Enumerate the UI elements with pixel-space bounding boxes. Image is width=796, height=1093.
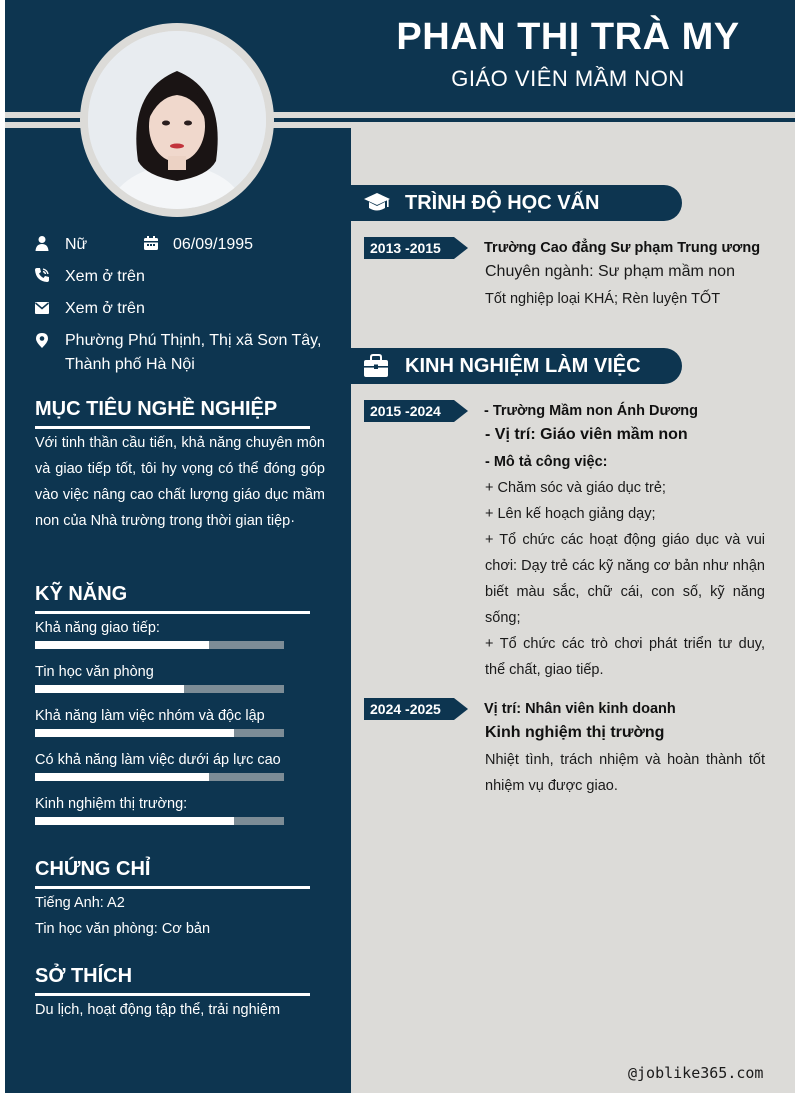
phone-value: Xem ở trên: [65, 268, 145, 285]
job-task: + Chăm sóc và giáo dục trẻ;: [485, 480, 666, 496]
calendar-icon: [143, 235, 159, 251]
user-icon: [34, 235, 50, 251]
skills-title: KỸ NĂNG: [35, 583, 128, 605]
candidate-name: PHAN THỊ TRÀ MY: [396, 16, 740, 58]
watermark: @joblike365.com: [628, 1064, 764, 1082]
hobbies-title: SỞ THÍCH: [35, 965, 133, 987]
address-line-1: Phường Phú Thịnh, Thị xã Sơn Tây,: [65, 332, 322, 349]
job-task: + Tổ chức các hoạt động giáo dục và vui chơi: Dạy trẻ các kỹ năng cơ bản như nhận biết màu sắc, chữ cái, con số, kỹ năng sống;: [485, 532, 765, 626]
skill-label: Kinh nghiệm thị trường:: [35, 796, 188, 812]
skill-label: Tin học văn phòng: [35, 664, 154, 680]
skills-divider: [35, 611, 310, 614]
job-company: - Trường Mầm non Ánh Dương: [484, 403, 698, 419]
skill-bar: [35, 685, 284, 693]
job-period: 2024 -2025: [370, 701, 441, 717]
job-position: - Vị trí: Giáo viên mầm non: [485, 426, 688, 443]
education-result: Tốt nghiệp loại KHÁ; Rèn luyện TỐT: [485, 291, 721, 307]
objective-text: Với tinh thần cầu tiến, khả năng chuyên môn và giao tiếp tốt, tôi hy vọng có thể đóng góp vào việc nâng cao chất lượng giáo dục mầm non của Nhà trường trong thời gian tiệp·: [35, 435, 325, 529]
skill-bar-fill: [35, 641, 209, 649]
address-line-2: Thành phố Hà Nội: [65, 356, 195, 373]
hobbies-divider: [35, 993, 310, 996]
experience-title: KINH NGHIỆM LÀM VIỆC: [405, 355, 641, 377]
objective-divider: [35, 426, 310, 429]
skill-bar-fill: [35, 685, 184, 693]
skill-bar: [35, 773, 284, 781]
skill-label: Khả năng làm việc nhóm và độc lập: [35, 708, 265, 724]
phone-icon: [34, 267, 50, 283]
birthday-value: 06/09/1995: [173, 236, 254, 253]
skill-bar-fill: [35, 817, 234, 825]
email-value: Xem ở trên: [65, 300, 145, 317]
certificate-item: Tin học văn phòng: Cơ bản: [35, 921, 211, 937]
job-task: Nhiệt tình, trách nhiệm và hoàn thành tốt nhiệm vụ được giao.: [485, 752, 765, 794]
skill-label: Có khả năng làm việc dưới áp lực cao: [35, 752, 281, 768]
education-school: Trường Cao đẳng Sư phạm Trung ương: [484, 240, 761, 256]
certificate-item: Tiếng Anh: A2: [35, 895, 125, 911]
skill-bar: [35, 729, 284, 737]
gender-value: Nữ: [65, 236, 88, 253]
objective-title: MỤC TIÊU NGHỀ NGHIỆP: [35, 398, 278, 420]
job-task: + Lên kế hoạch giảng dạy;: [485, 506, 656, 522]
location-icon: [34, 332, 50, 348]
job-description-label: - Mô tả công việc:: [485, 454, 608, 470]
job-period: 2015 -2024: [370, 403, 441, 419]
certificates-title: CHỨNG CHỈ: [35, 858, 151, 880]
skill-label: Khả năng giao tiếp:: [35, 620, 160, 636]
candidate-role: GIÁO VIÊN MẦM NON: [451, 66, 685, 91]
education-title: TRÌNH ĐỘ HỌC VẤN: [405, 192, 600, 214]
email-icon: [34, 300, 50, 316]
skill-bar: [35, 817, 284, 825]
job-position: Kinh nghiệm thị trường: [485, 724, 665, 741]
hobbies-text: Du lịch, hoạt động tập thể, trải nghiệm: [35, 1002, 281, 1018]
graduation-cap-icon: [363, 191, 391, 215]
job-task: + Tổ chức các trò chơi phát triển tư duy, thể chất, giao tiếp.: [485, 636, 765, 678]
avatar: [88, 31, 266, 209]
job-company: Vị trí: Nhân viên kinh doanh: [484, 701, 676, 717]
education-major: Chuyên ngành: Sư phạm mầm non: [485, 263, 735, 280]
skill-bar-fill: [35, 773, 209, 781]
briefcase-icon: [363, 354, 389, 378]
skill-bar-fill: [35, 729, 234, 737]
education-period: 2013 -2015: [370, 240, 441, 256]
skill-bar: [35, 641, 284, 649]
certificates-divider: [35, 886, 310, 889]
